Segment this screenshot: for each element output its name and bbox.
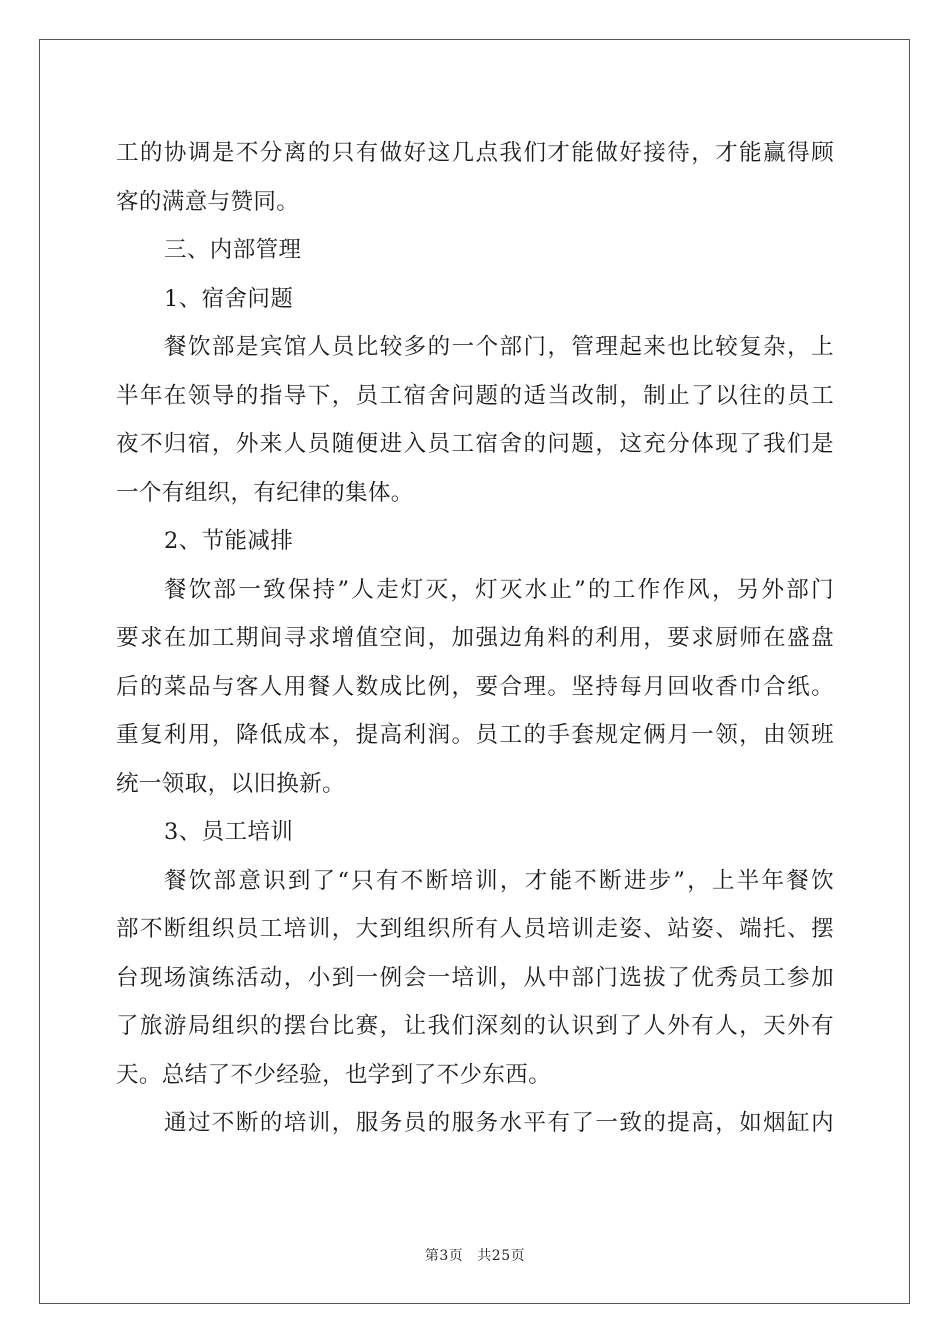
body-text-line: 工的协调是不分离的只有做好这几点我们才能做好接待，才能赢得顾 — [116, 140, 834, 166]
paragraph-first-line: 餐饮部是宾馆人员比较多的一个部门，管理起来也比较复杂，上 — [164, 334, 834, 360]
subsection-heading: 1、宿舍问题 — [164, 285, 294, 312]
body-text-line: 半年在领导的指导下，员工宿舍问题的适当改制，制止了以往的员工 — [116, 382, 834, 409]
paragraph-first-line: 通过不断的培训，服务员的服务水平有了一致的提高，如烟缸内 — [164, 1110, 834, 1136]
body-text-line: 夜不归宿，外来人员随便进入员工宿舍的问题，这充分体现了我们是 — [116, 431, 834, 457]
paragraph-first-line: 餐饮部一致保持”人走灯灭，灯灭水止”的工作作风，另外部门 — [164, 576, 834, 603]
body-text-line: 一个有组织，有纪律的集体。 — [116, 479, 414, 506]
current-page-label: 第3页 — [424, 1248, 464, 1264]
body-text-line: 部不断组织员工培训，大到组织所有人员培训走姿、站姿、端托、摆 — [116, 916, 834, 942]
body-text-line: 统一领取，以旧换新。 — [116, 770, 346, 797]
body-text-line: 了旅游局组织的摆台比赛，让我们深刻的认识到了人外有人，天外有 — [116, 1013, 834, 1039]
paragraph-first-line: 餐饮部意识到了“只有不断培训，才能不断进步”，上半年餐饮 — [164, 867, 834, 894]
subsection-heading: 2、节能减排 — [164, 528, 294, 554]
document-body — [116, 129, 834, 1148]
body-text-line: 天。总结了不少经验，也学到了不少东西。 — [116, 1061, 552, 1088]
body-text-line: 重复利用，降低成本，提高利润。员工的手套规定俩月一领，由领班 — [116, 722, 834, 748]
body-text-line: 后的菜品与客人用餐人数成比例，要合理。坚持每月回收香巾合纸。 — [116, 673, 834, 700]
body-text-line: 要求在加工期间寻求增值空间，加强边角料的利用，要求厨师在盛盘 — [116, 625, 834, 651]
body-text-line: 客的满意与赞同。 — [116, 188, 300, 215]
page-footer — [0, 1245, 950, 1265]
body-text-line: 台现场演练活动，小到一例会一培训，从中部门选拔了优秀员工参加 — [116, 964, 834, 991]
subsection-heading: 3、员工培训 — [164, 819, 294, 845]
total-pages-label: 共25页 — [477, 1248, 526, 1264]
section-heading: 三、内部管理 — [164, 237, 302, 263]
